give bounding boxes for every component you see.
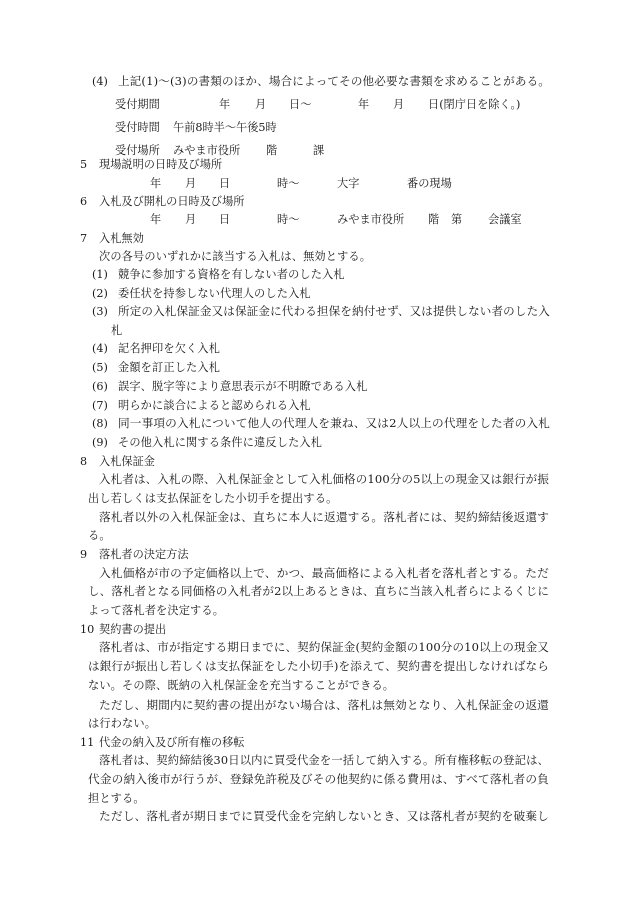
blank-hour: 時～ xyxy=(277,177,300,190)
blank-month: 月 xyxy=(255,98,267,111)
paragraph-line: 落札者は、市が指定する期日までに、契約保証金(契約金額の100分の10以上の現金又 xyxy=(99,641,550,654)
item-number: (6) xyxy=(92,380,108,393)
section-title: 入札及び開札の日時及び場所 xyxy=(99,195,245,208)
paragraph-line: は銀行が振出し若しくは支払保証をした小切手)を添えて、契約書を提出しなければなら xyxy=(88,660,549,673)
blank-day: 日 xyxy=(219,213,231,226)
section-title: 落札者の決定方法 xyxy=(99,548,189,561)
paragraph-line: 落札者以外の入札保証金は、直ちに本人に返還する。落札者には、契約締結後返還す xyxy=(99,511,549,524)
list-item: その他入札に関する条件に違反した入札 xyxy=(118,436,323,449)
paragraph-line: 入札者は、入札の際、入札保証金として入札価格の100分の5以上の現金又は銀行が振 xyxy=(99,473,550,486)
section-number: 11 xyxy=(80,736,95,749)
paragraph-line: は行わない。 xyxy=(88,717,157,730)
blank-month: 月 xyxy=(185,213,197,226)
section-number: 9 xyxy=(80,548,88,561)
list-item: 所定の入札保証金又は保証金に代わる担保を納付せず、又は提供しない者のした入 xyxy=(118,305,550,318)
section-title: 現場説明の日時及び場所 xyxy=(99,158,223,171)
reception-place-label: 受付場所 xyxy=(115,144,160,157)
list-item: 競争に参加する資格を有しない者のした入札 xyxy=(118,268,345,281)
paragraph-line: 担とする。 xyxy=(88,792,145,805)
paragraph-line: よって落札者を決定する。 xyxy=(88,604,225,617)
blank-room: 会議室 xyxy=(488,213,522,226)
blank-room-no: 第 xyxy=(451,213,463,226)
item-number: (7) xyxy=(92,399,108,412)
section-number: 7 xyxy=(80,232,88,245)
place-district: 大字 xyxy=(337,177,360,190)
reception-time-label: 受付時間 xyxy=(115,121,160,134)
blank-year: 年 xyxy=(150,177,162,190)
item-number: (2) xyxy=(92,287,108,300)
reception-period-label: 受付期間 xyxy=(115,98,160,111)
item-number: (4) xyxy=(92,342,108,355)
list-item: 同一事項の入札について他人の代理人を兼ね、又は2人以上の代理をした者の入札 xyxy=(118,417,551,430)
blank-month: 月 xyxy=(393,98,405,111)
place-office: みやま市役所 xyxy=(337,213,405,226)
paragraph-line: 出し若しくは支払保証をした小切手を提出する。 xyxy=(88,492,338,505)
section-title: 入札保証金 xyxy=(99,455,155,468)
item-number: (5) xyxy=(92,361,108,374)
blank-day: 日 xyxy=(219,177,231,190)
blank-year: 年 xyxy=(358,98,370,111)
blank-floor: 階 xyxy=(428,213,440,226)
list-item: 金額を訂正した入札 xyxy=(118,361,221,374)
section-intro: 次の各号のいずれかに該当する入札は、無効とする。 xyxy=(99,250,372,263)
blank-day: 日(閉庁日を除く。) xyxy=(428,98,521,111)
item-number: (9) xyxy=(92,436,108,449)
section-title: 契約書の提出 xyxy=(99,623,167,636)
list-item: 明らかに談合によると認められる入札 xyxy=(118,399,311,412)
list-item-continuation: 札 xyxy=(111,324,123,337)
reception-place-value: みやま市役所 xyxy=(173,144,241,157)
section-title: 入札無効 xyxy=(99,232,144,245)
blank-year: 年 xyxy=(219,98,231,111)
section-number: 10 xyxy=(80,623,95,636)
body-text: 上記(1)～(3)の書類のほか、場合によってその他必要な書類を求めることがある。 xyxy=(118,75,551,88)
section-number: 5 xyxy=(80,158,88,171)
blank-month: 月 xyxy=(185,177,197,190)
paragraph-line: 代金の納入後市が行うが、登録免許税及びその他契約に係る費用は、すべて落札者の負 xyxy=(88,773,550,786)
blank-hour: 時～ xyxy=(277,213,300,226)
list-item: 記名押印を欠く入札 xyxy=(118,342,221,355)
item-number: (4) xyxy=(92,75,108,88)
section-number: 6 xyxy=(80,195,88,208)
section-number: 8 xyxy=(80,455,88,468)
blank-day: 日～ xyxy=(289,98,312,111)
paragraph-line: る。 xyxy=(88,529,111,542)
blank-section: 課 xyxy=(313,144,325,157)
blank-year: 年 xyxy=(150,213,162,226)
paragraph-line: ただし、期間内に契約書の提出がない場合は、落札は無効となり、入札保証金の返還 xyxy=(99,699,549,712)
item-number: (8) xyxy=(92,417,108,430)
paragraph-line: 入札価格が市の予定価格以上で、かつ、最高価格による入札者を落札者とする。ただ xyxy=(99,567,549,580)
paragraph-line: し、落札者となる同価格の入札者が2以上あるときは、直ちに当該入札者らによるくじに xyxy=(88,585,549,598)
section-title: 代金の納入及び所有権の移転 xyxy=(99,736,245,749)
place-site: 番の現場 xyxy=(407,177,452,190)
paragraph-line: ただし、落札者が期日までに買受代金を完納しないとき、又は落札者が契約を破棄し xyxy=(99,810,550,823)
item-number: (1) xyxy=(92,268,108,281)
list-item: 誤字、脱字等により意思表示が不明瞭である入札 xyxy=(118,380,368,393)
reception-time-value: 午前8時半～午後5時 xyxy=(173,121,277,134)
blank-floor: 階 xyxy=(266,144,278,157)
list-item: 委任状を持参しない代理人のした入札 xyxy=(118,287,311,300)
paragraph-line: ない。その際、既納の入札保証金を充当することができる。 xyxy=(88,679,395,692)
paragraph-line: 落札者は、契約締結後30日以内に買受代金を一括して納入する。所有権移転の登記は、 xyxy=(99,754,550,767)
item-number: (3) xyxy=(92,305,108,318)
